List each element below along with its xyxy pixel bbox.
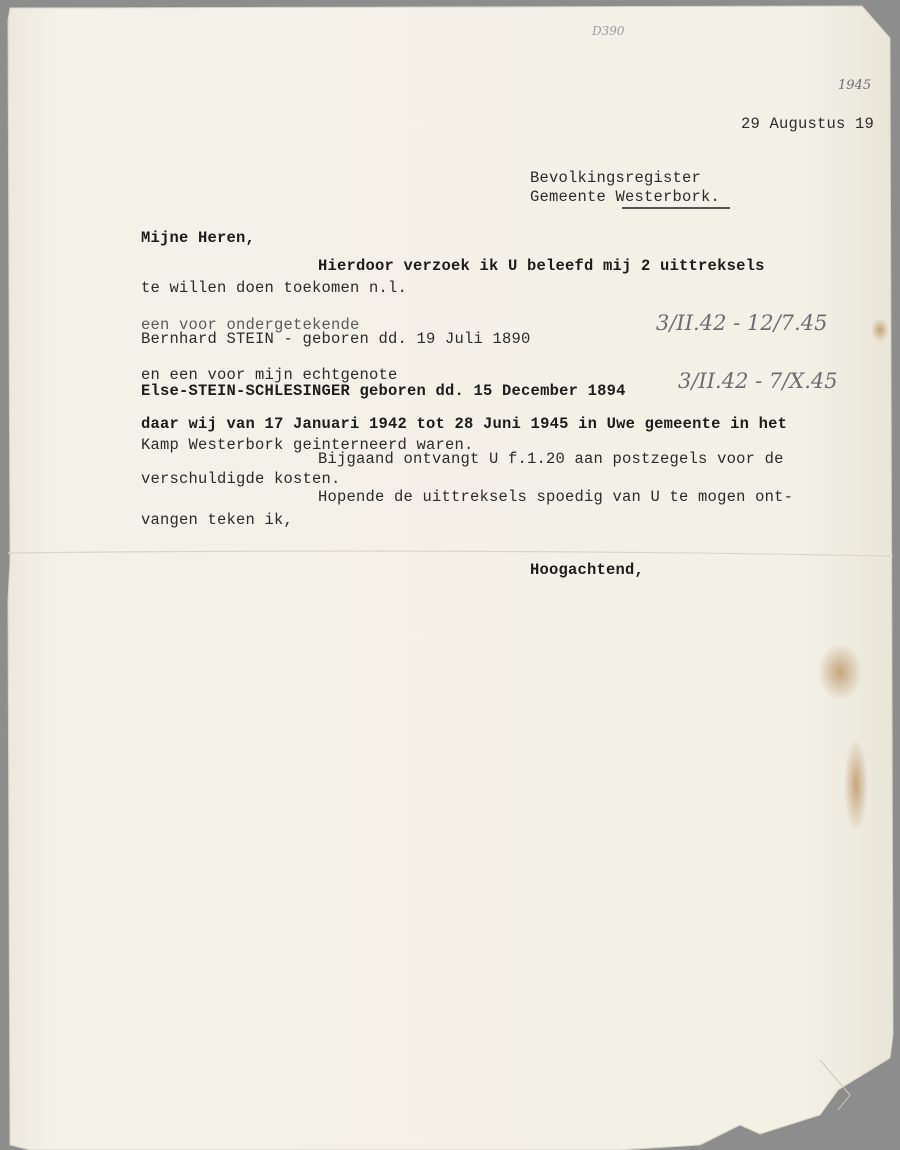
body-line-7: Bijgaand ontvangt U f.1.20 aan postzegels voor de [318,450,784,468]
person2-intro: en een voor mijn echtgenote [141,366,398,384]
closing: Hoogachtend, [530,561,645,579]
address-line-1: Bevolkingsregister [530,169,702,187]
body-line-6: Kamp Westerbork geinterneerd waren. [141,436,474,454]
salutation: Mijne Heren, [141,229,256,247]
address-underline [622,207,730,209]
body-line-1: Hierdoor verzoek ik U beleefd mij 2 uittreksels [318,257,765,275]
body-line-8: verschuldigde kosten. [141,470,341,488]
archive-mark: D390 [592,24,625,38]
body-line-5: daar wij van 17 Januari 1942 tot 28 Juni 1945 in Uwe gemeente in het [141,415,788,433]
stain-mark [871,318,889,342]
person2-line: Else-STEIN-SCHLESINGER geboren dd. 15 December 1894 [141,382,626,400]
body-line-10: vangen teken ik, [141,511,294,529]
year-note: 1945 [838,78,872,93]
person1-date-annotation: 3/II.42 - 12/7.45 [656,311,828,335]
body-line-9: Hopende de uittreksels spoedig van U te mogen ont- [318,488,794,506]
stain-mark [844,739,868,831]
person1-line: Bernhard STEIN - geboren dd. 19 Juli 1890 [141,330,531,348]
date-line: 29 Augustus 19 [741,115,875,133]
stain-mark [818,644,862,700]
person2-date-annotation: 3/II.42 - 7/X.45 [678,369,838,393]
paper-body [8,6,893,1150]
person1-intro: een voor ondergetekende [141,316,360,334]
body-line-2: te willen doen toekomen n.l. [141,279,408,297]
address-line-2: Gemeente Westerbork. [530,188,721,206]
